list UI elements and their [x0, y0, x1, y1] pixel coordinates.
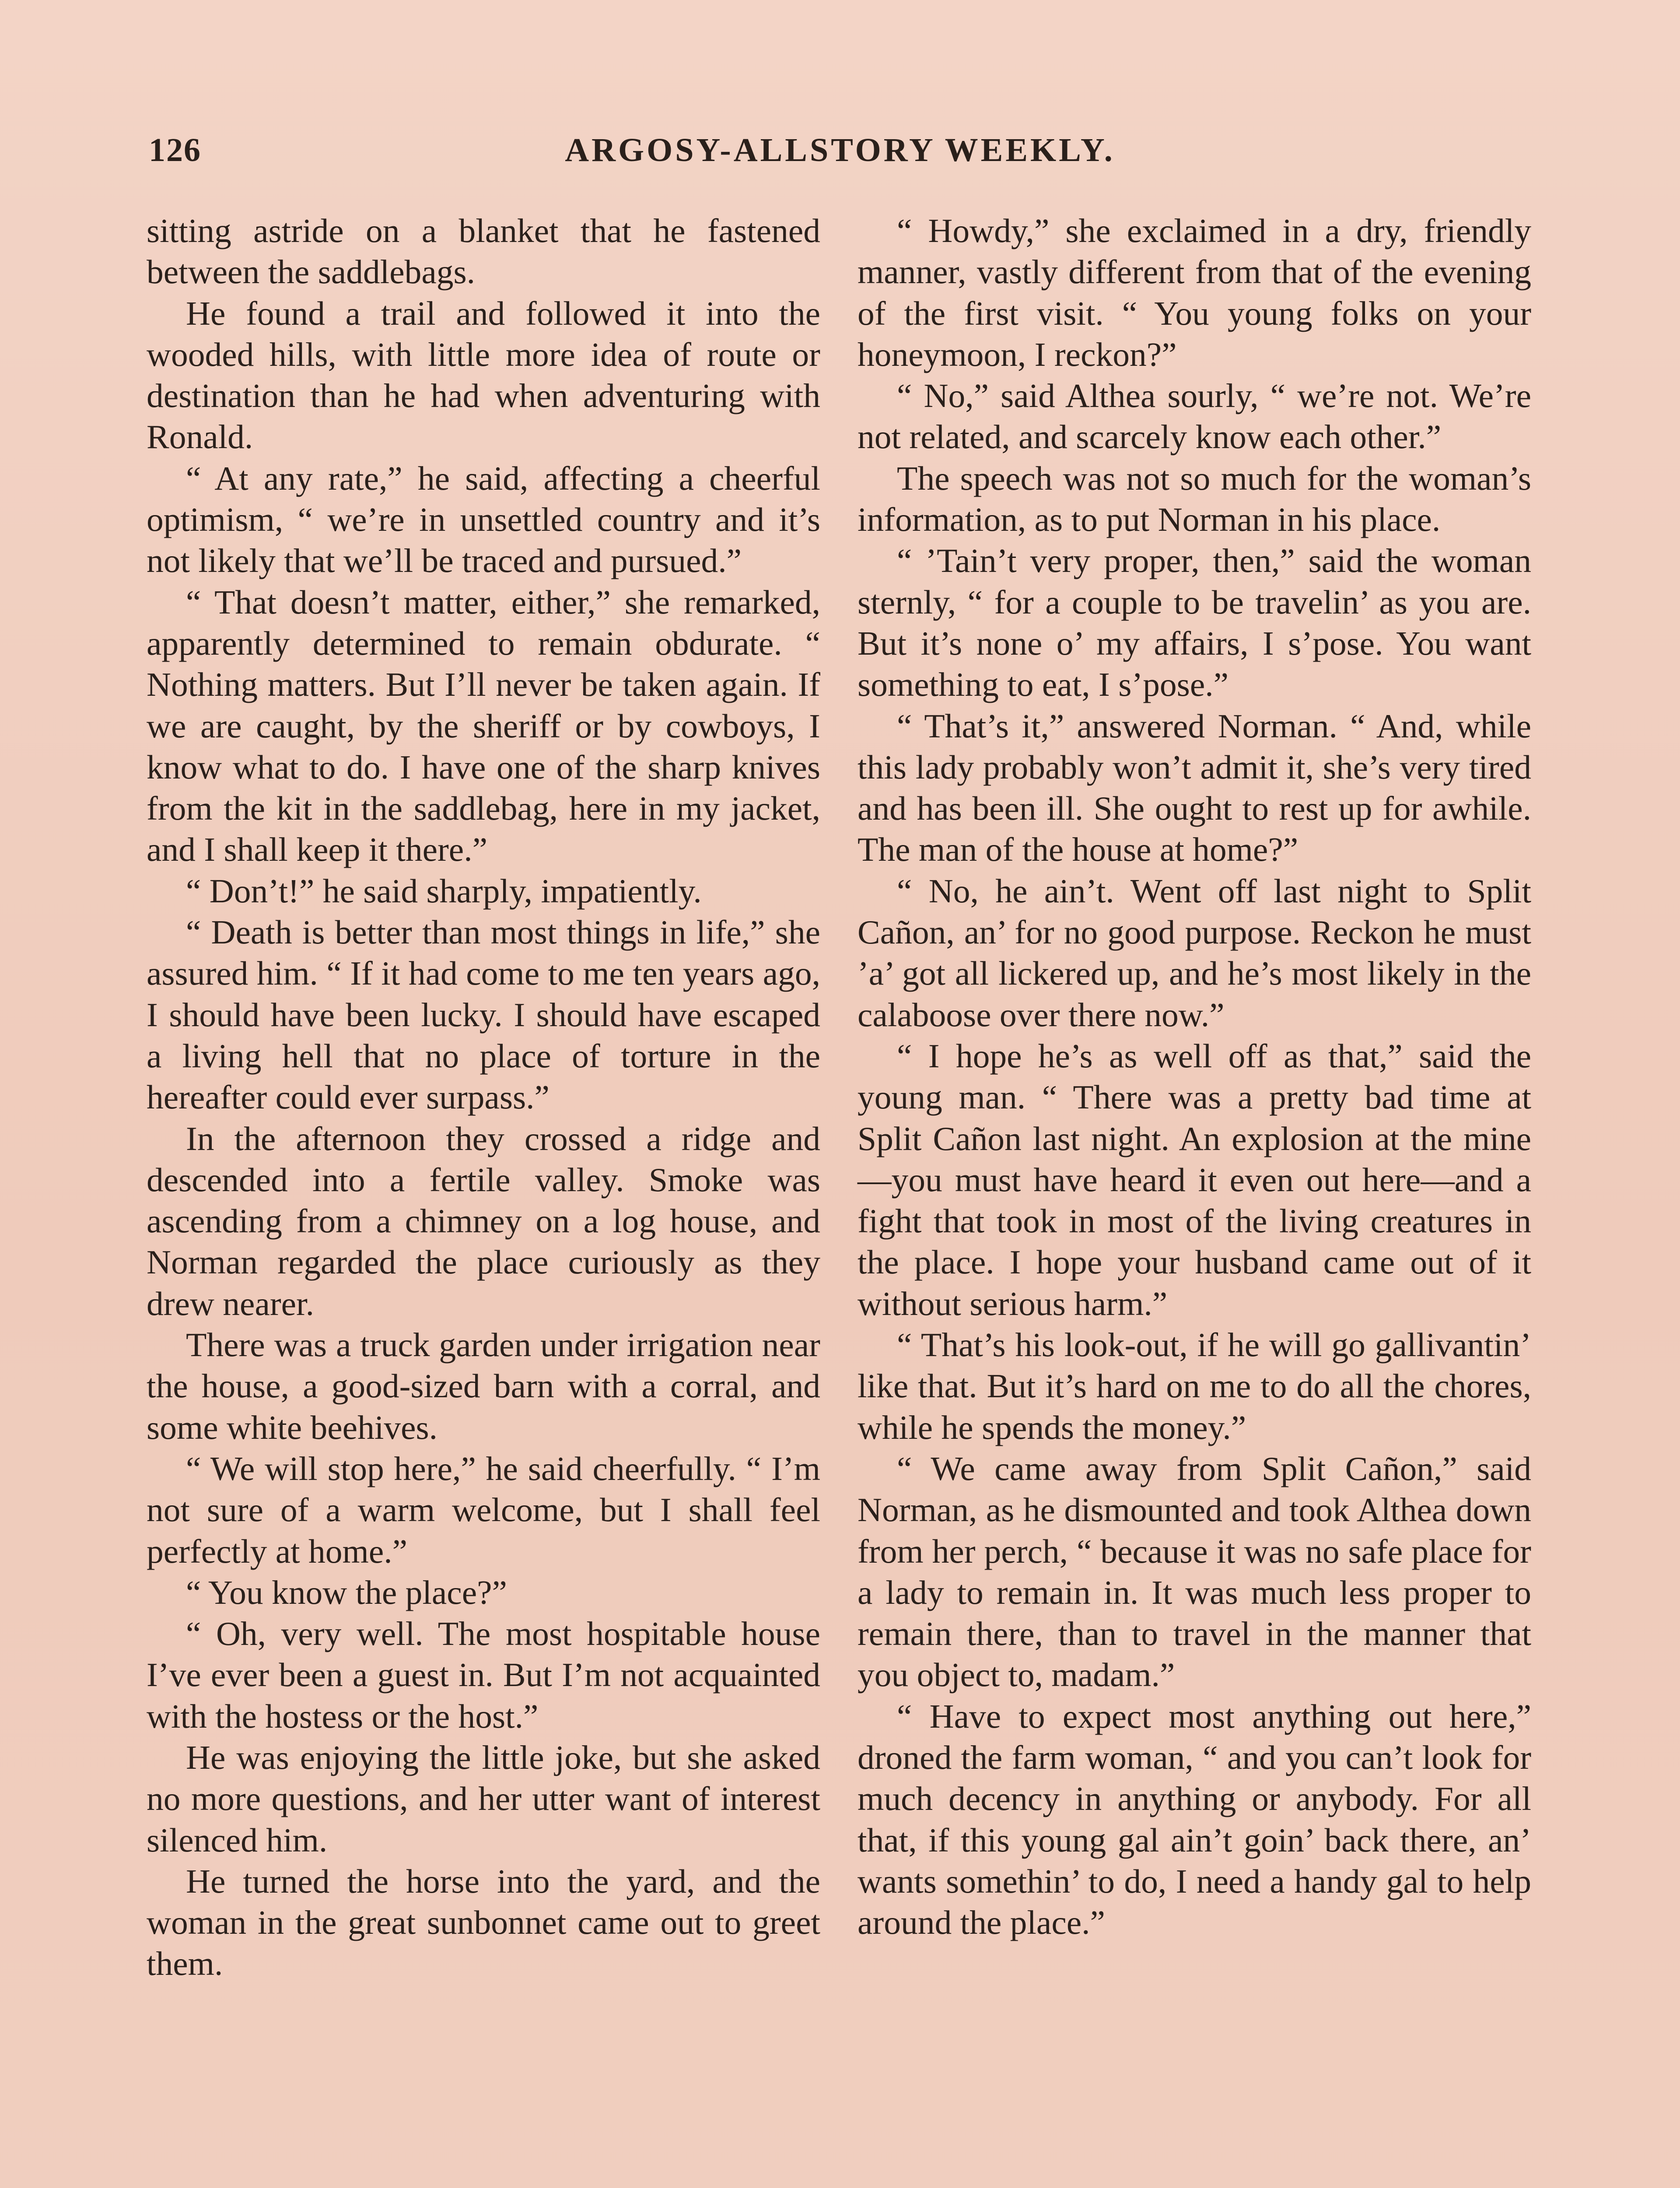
paragraph: “ At any rate,” he said, affecting a cheerful optimism, “ we’re in unsettled country and it’s not likely that we’ll be traced and pursued.” — [147, 459, 820, 580]
paragraph: “ That doesn’t matter, either,” she remarked, apparently determined to remain obdurate. “ Nothing matters. But I’ll never be taken again. If we are caught, by the sheriff or by cowboys, I know what to do. I have one of the sharp knives from the kit in the saddlebag, here in my jacket, and I shall keep it there.” — [147, 583, 820, 869]
paragraph: “ ’Tain’t very proper, then,” said the woman sternly, “ for a couple to be travelin’ as you are. But it’s none o’ my affairs, I s’pose. You want something to eat, I s’pose.” — [858, 542, 1531, 704]
paragraph: “ Have to expect most anything out here,” droned the farm woman, “ and you can’t look for much decency in anything or anybody. For all that, if this young gal ain’t goin’ back there, an’ wants somethin’ to do, I need a handy gal to help around the place.” — [858, 1697, 1531, 1942]
paragraph: “ No, he ain’t. Went off last night to Split Cañon, an’ for no good purpose. Reckon he must ’a’ got all lickered up, and he’s most likely in the calaboose over there now.” — [858, 872, 1531, 1034]
paragraph: He turned the horse into the yard, and the woman in the great sunbonnet came out to greet them. — [147, 1862, 820, 1983]
paragraph: “ Oh, very well. The most hospitable house I’ve ever been a guest in. But I’m not acquainted with the hostess or the host.” — [147, 1615, 820, 1735]
paragraph: “ That’s his look-out, if he will go gallivantin’ like that. But it’s hard on me to do all the chores, while he spends the money.” — [858, 1326, 1531, 1446]
left-column — [147, 210, 820, 2188]
page-number: 126 — [149, 132, 201, 168]
paragraph: “ That’s it,” answered Norman. “ And, while this lady probably won’t admit it, she’s very tired and has been ill. She ought to rest up for awhile. The man of the house at home?” — [858, 707, 1531, 869]
paragraph: There was a truck garden under irrigation near the house, a good-sized barn with a corral, and some white beehives. — [147, 1326, 820, 1446]
paragraph: sitting astride on a blanket that he fastened between the saddlebags. — [147, 212, 820, 291]
page-header — [149, 131, 1531, 179]
paragraph: “ Don’t!” he said sharply, impatiently. — [186, 872, 702, 910]
paragraph: In the afternoon they crossed a ridge and descended into a fertile valley. Smoke was ascending from a chimney on a log house, and Norman regarded the place curiously as they drew nearer. — [147, 1119, 820, 1322]
paragraph: “ No,” said Althea sourly, “ we’re not. We’re not related, and scarcely know each other.” — [858, 377, 1531, 456]
paragraph: “ We will stop here,” he said cheerfully. “ I’m not sure of a warm welcome, but I shall feel perfectly at home.” — [147, 1449, 820, 1570]
right-column — [858, 210, 1531, 2188]
paragraph: “ We came away from Split Cañon,” said Norman, as he dismounted and took Althea down from her perch, “ because it was no safe place for a lady to remain in. It was much less proper to remain there, than to travel in the manner that you object to, madam.” — [858, 1449, 1531, 1694]
paragraph: “ I hope he’s as well off as that,” said the young man. “ There was a pretty bad time at Split Cañon last night. An explosion at the mine—you must have heard it even out here—and a fight that took in most of the living creatures in the place. I hope your husband came out of it without serious harm.” — [858, 1037, 1531, 1322]
paragraph: He found a trail and followed it into the wooded hills, with little more idea of route or destination than he had when adventuring with Ronald. — [147, 294, 820, 456]
paragraph: “ Howdy,” she exclaimed in a dry, friendly manner, vastly different from that of the evening of the first visit. “ You young folks on your honeymoon, I reckon?” — [858, 212, 1531, 373]
running-title: ARGOSY-ALLSTORY WEEKLY. — [565, 132, 1115, 168]
paragraph: “ You know the place?” — [186, 1573, 507, 1611]
paragraph: He was enjoying the little joke, but she asked no more questions, and her utter want of interest silenced him. — [147, 1738, 820, 1859]
paragraph: “ Death is better than most things in life,” she assured him. “ If it had come to me ten years ago, I should have been lucky. I should have escaped a living hell that no place of torture in the hereafter could ever surpass.” — [147, 913, 820, 1116]
paragraph: The speech was not so much for the woman’s information, as to put Norman in his place. — [858, 459, 1531, 539]
